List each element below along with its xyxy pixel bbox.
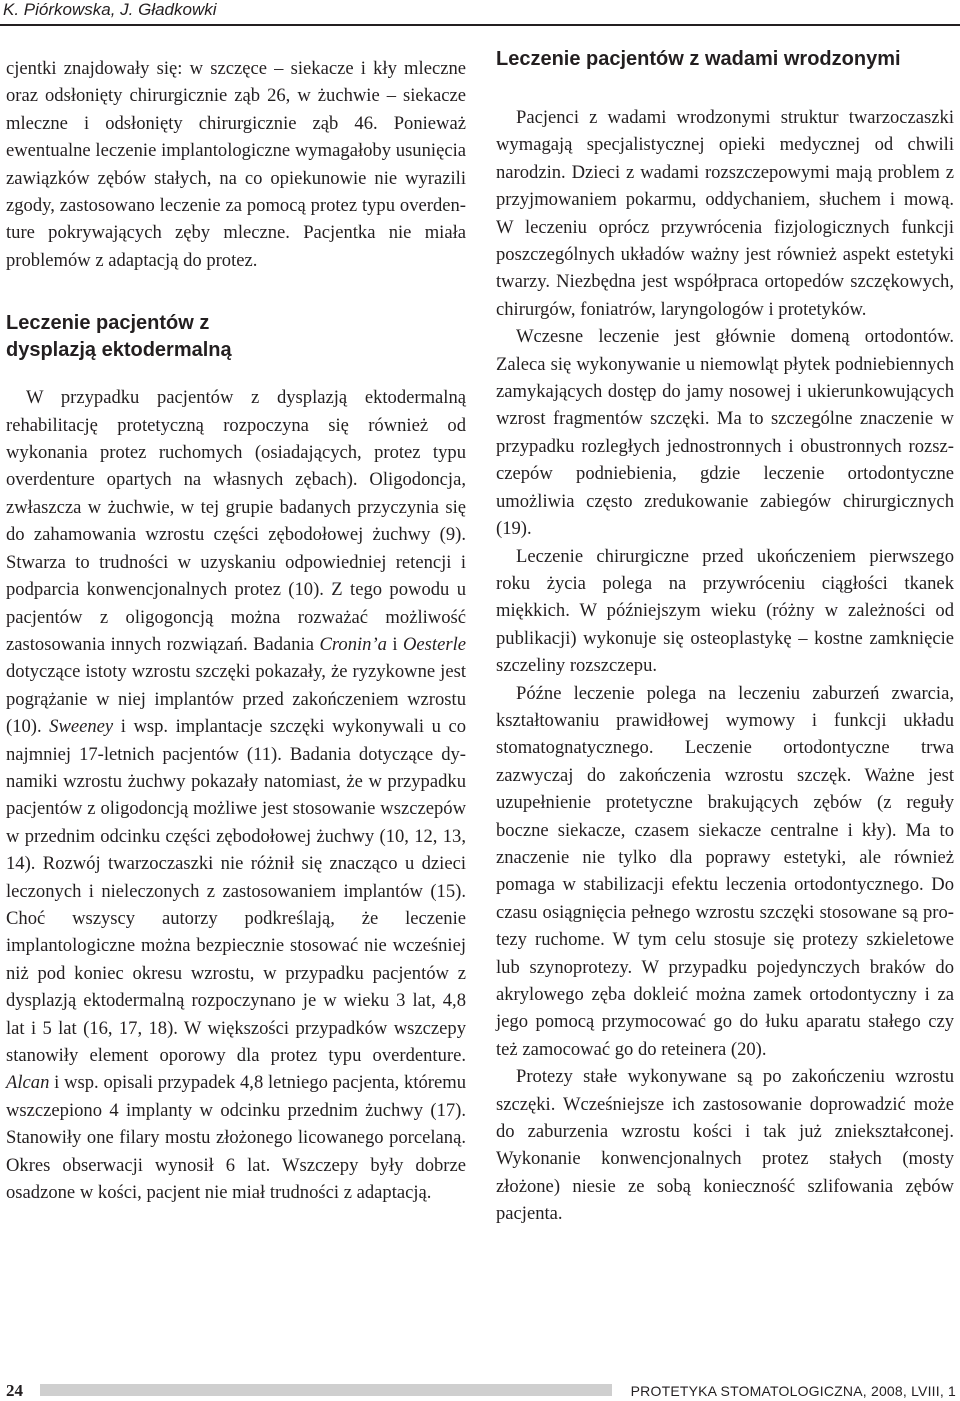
paragraph: Pacjenci z wadami wrodzonymi struktur twarzoczaszki wymagają specjalistycznej opieki medycznej od chwili narodzin. Dzieci z wadami rozszczepowymi mają problem z przyjmowaniem pokarmu, oddychaniem, słuchem i mową. W leczeniu oprócz przywrócenia fizjologicznych funkcji poszczególnych układów ważny jest również aspekt estetyki twarzy. Niezbędna jest współpraca ortopedów szczękowych, chirurgów, foniatrów, laryngologów i protetyków. bbox=[496, 107, 954, 320]
paragraph: Protezy stałe wykonywane są po zakończeniu wzrostu szczęki. Wcześniejsze ich zastosowanie doprowadzić może do zaburzenia wzrostu kości i tak już zniekształconej. Wykonanie konwencjonalnych protez stałych (mosty złożone) niesie ze sobą konieczność szlifowania zębów pacjenta. bbox=[496, 1066, 954, 1225]
paragraph: Późne leczenie polega na leczeniu zaburzeń zwarcia, kształtowaniu prawidłowej wymowy i funkcji układu stomatognatycznego. Leczenie ortodontyczne trwa zazwyczaj do zakończenia wzrostu szczęk. Ważne jest uzupełnienie protetyczne brakujących zębów (z reguły boczne siekacze, czasem siekacze centralne i kły). Ma to znaczenie nie tylko dla poprawy estetyki, ale również pomaga w stabilizacji efektu leczenia ortodontycznego. Do czasu osiągnięcia pełnego wzrostu szczęki stosowane są protezy ruchome. W tym celu stosuje się protezy szkieletowe lub szynoprotezy. W przypadku pojedynczych braków do akrylowego zęba dokleić można zamek ortodontyczny i za jego pomocą przymocować go do łuku aparatu stałego czy też zamocować go do reteinera (20). bbox=[496, 682, 954, 1060]
text-run: i wsp. implantacje szczęki wykonywali u co najmniej 17-letnich pacjentów (11). Badania dotyczące dynamiki wzrostu żuchwy pokazały natomiast, że w przypadku pacjentów z oligodoncją możliwe jest stosowanie wszczepów w przednim odcinku części zębodołowej żuchwy (10, 12, 13, 14). Rozwój twarzoczaszki nie różnił się znacząco u dzieci leczonych i nieleczonych z zastosowaniem implantów (15). Choć wszyscy autorzy podkreślają, że leczenie implantologiczne można bezpiecznie stosować nie wcześniej niż pod koniec okresu wzrostu, w przypadku pacjentów z dysplazją ektodermalną rozpoczynano je w wieku 3 lat, 4,8 lat i 5 lat (16, 17, 18). W większości przypadków wszczepy stanowiły element oporowy dla protez typu overdenture. bbox=[6, 716, 466, 1066]
text-run: dotyczące istoty wzrostu szczęki pokazały, że ryzykowne jest pogrążanie w niej implantów przed zakończeniem wzrostu (10). bbox=[6, 661, 466, 738]
author-name: Sweeney bbox=[49, 716, 114, 738]
author-name: Alcan bbox=[6, 1072, 50, 1094]
page-footer bbox=[0, 1380, 960, 1401]
journal-citation: PROTETYKA STOMATOLOGICZNA, 2008, LVIII, 1 bbox=[630, 1383, 956, 1399]
section-heading-ectodermal-dysplasia bbox=[6, 310, 466, 364]
paragraph: Leczenie chirurgiczne przed ukończeniem pierwszego roku życia polega na przywróceniu ciągłości tkanek miękkich. W późniejszym wieku (różny w zależności od publikacji) wykonuje się osteoplastykę – kostne zamknięcie szczeliny rozszczepu. bbox=[496, 545, 954, 677]
section-heading-congenital-defects: Leczenie pacjentów z wadami wrodzonymi bbox=[496, 48, 901, 70]
paragraph: Wczesne leczenie jest głównie domeną ortodontów. Zaleca się wykonywanie u niemowląt płytek podniebiennych zamykających dostęp do jamy nosowej i ukierunkowujących wzrost fragmentów szczęki. Ma to szczególne znaczenie w przypadku rozległych jednostronnych i obustronnych rozszczepów podniebienia, gdzie leczenie ortodontyczne umożliwia często zredukowanie zabiegów chirurgicznych (19). bbox=[496, 326, 954, 540]
author-name: Oesterle bbox=[403, 633, 466, 655]
footer-bar bbox=[40, 1384, 612, 1396]
intro-paragraph: cjentki znajdowały się: w szczęce – siekacze i kły mleczne oraz odsłonięty chirurgicznie ząb 26, w żuchwie – siekacze mleczne i odsłonięty chirurgicznie ząb 46. Ponieważ ewentualne leczenie implantologiczne wymagałoby usunięcia zawiązków zębów stałych, na co opiekunowie nie wyrazili zgody, zastosowano leczenie za pomocą protez typu overdenture pokrywających zęby mleczne. Pacjentka nie miała problemów z adaptacją do protez. bbox=[6, 58, 466, 271]
author-name: Cronin’a bbox=[319, 633, 387, 655]
text-run: i bbox=[386, 633, 403, 655]
page-number: 24 bbox=[6, 1381, 23, 1400]
header-rule bbox=[0, 24, 960, 26]
text-run: W przypadku pacjentów z dysplazją ektodermalną rehabilitację protetyczną rozpoczyna się również od wykonania protez ruchomych (osiadających, protez typu overdenture opartych na własnych zębach). Oligodoncja, zwłaszcza w żuchwie, w tej grupie badanych przyczynia się do zahamowania wzrostu części zębodołowej żuchwy (9). Stwarza to trudności w uzyskaniu odpowiedniej retencji i podparcia konwencjonalnych protez (10). Z tego powodu u pacjentów z oligogoncją można rozważać możliwość zastosowania innych rozwiązań. Badania bbox=[6, 387, 466, 655]
heading-line-2: dysplazją ektodermalną bbox=[6, 339, 232, 362]
heading-line-1: Leczenie pacjentów z bbox=[6, 312, 210, 335]
ectodermal-dysplasia-paragraph bbox=[6, 384, 466, 1206]
right-column bbox=[496, 46, 954, 1228]
text-run: i wsp. opisali przypadek 4,8 letniego pacjenta, któremu wszczepiono 4 implanty w odcinku przednim żuchwy (17). Stanowiły one filary mostu złożonego licowanego porcelaną. Okres obserwacji wynosił 6 lat. Wszczepy były dobrze osadzone w kości, pacjent nie miał trudności z adaptacją. bbox=[6, 1072, 466, 1204]
left-column bbox=[6, 55, 466, 1206]
running-head-authors: K. Piórkowska, J. Gładkowki bbox=[3, 0, 217, 19]
